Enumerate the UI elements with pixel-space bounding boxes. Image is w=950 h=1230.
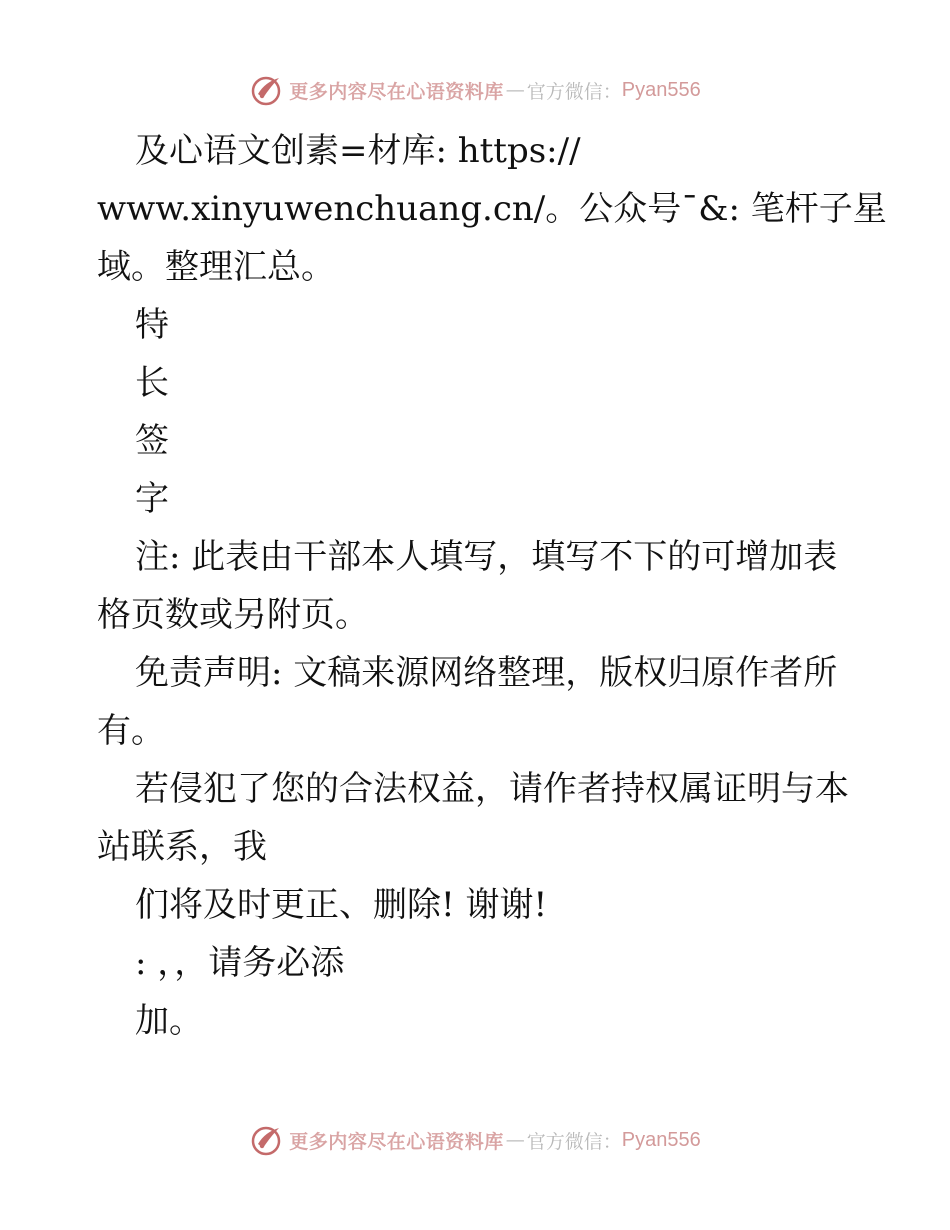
paragraph-line: 们将及时更正、删除! 谢谢! [135,885,548,925]
paragraph-line: 格页数或另附页。 [97,595,369,635]
paragraph-line: 及心语文创素=材库: https:// [135,131,581,171]
paragraph-line: www.xinyuwenchuang.cn/。公众号¯&: 笔杆子星 [97,189,887,229]
paragraph-line: 若侵犯了您的合法权益，请作者持权属证明与本 [135,769,849,809]
watermark-separator: — [505,79,525,101]
paragraph-line: 域。整理汇总。 [97,247,335,287]
footer-watermark [0,1120,950,1160]
paragraph-line: 特 [135,305,169,345]
paragraph-line: 字 [135,479,169,519]
paragraph-line: 长 [135,363,169,403]
paragraph-line: 加。 [135,1001,203,1041]
paragraph-line: 站联系，我 [97,827,267,867]
watermark-separator: — [505,1129,525,1151]
brush-logo-icon [249,1122,285,1158]
document-body [97,122,887,1050]
paragraph-line: 有。 [97,711,165,751]
watermark-wechat-id: Pyan556 [621,78,701,101]
watermark-wechat-id: Pyan556 [621,1128,701,1151]
brush-logo-icon [249,72,285,108]
watermark-label: 官方微信： [526,80,622,103]
watermark-text: 更多内容尽在心语资料库 [289,1130,504,1153]
paragraph-line: : ，，请务必添 [135,943,345,983]
watermark-label: 官方微信： [526,1130,622,1153]
paragraph-line: 注: 此表由干部本人填写，填写不下的可增加表 [135,537,838,577]
paragraph-line: 签 [135,421,169,461]
paragraph-line: 免责声明: 文稿来源网络整理，版权归原作者所 [135,653,838,693]
watermark-text: 更多内容尽在心语资料库 [289,80,504,103]
header-watermark [0,70,950,110]
